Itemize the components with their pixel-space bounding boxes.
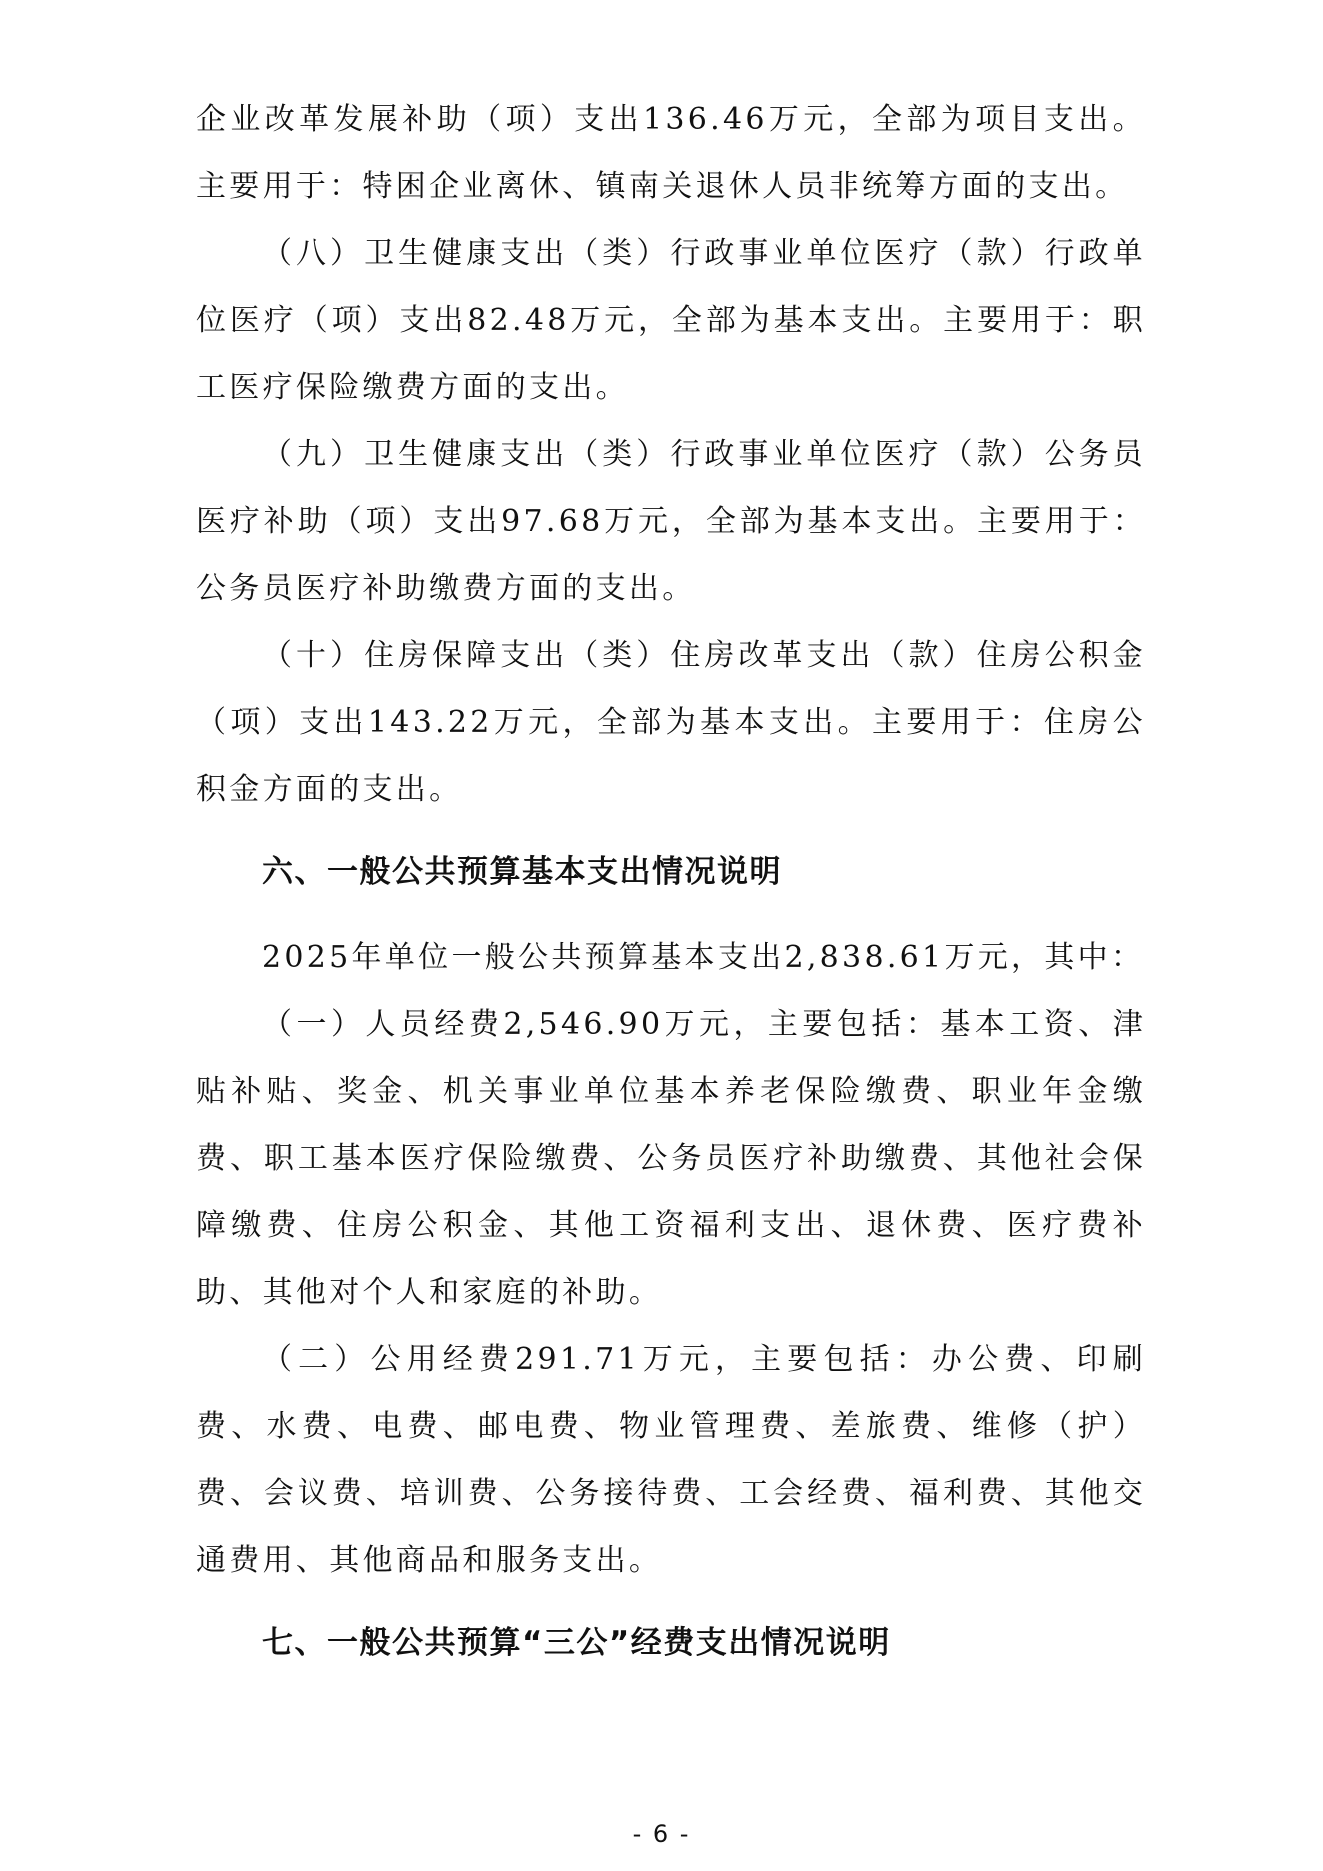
paragraph-item-10-housing-fund: （十）住房保障支出（类）住房改革支出（款）住房公积金（项）支出143.22万元，全部为基本支出。主要用于：住房公积金方面的支出。 xyxy=(196,638,1146,807)
paragraph-enterprise-reform-subsidy: 企业改革发展补助（项）支出136.46万元，全部为项目支出。主要用于：特困企业离休、镇南关退休人员非统筹方面的支出。 xyxy=(196,102,1146,204)
section-6-public-expenses: （二）公用经费291.71万元，主要包括：办公费、印刷费、水费、电费、邮电费、物业管理费、差旅费、维修（护）费、会议费、培训费、公务接待费、工会经费、福利费、其他交通费用、其他商品和服务支出。 xyxy=(196,1342,1146,1578)
paragraph-item-9-civil-servant-medical: （九）卫生健康支出（类）行政事业单位医疗（款）公务员医疗补助（项）支出97.68万元，全部为基本支出。主要用于：公务员医疗补助缴费方面的支出。 xyxy=(196,437,1146,606)
document-body xyxy=(196,86,1146,1677)
section-6-intro: 2025年单位一般公共预算基本支出2,838.61万元，其中： xyxy=(262,940,1145,975)
section-6-heading: 六、一般公共预算基本支出情况说明 xyxy=(262,854,782,890)
page-number: - 6 - xyxy=(632,1820,691,1848)
section-7-heading: 七、一般公共预算“三公”经费支出情况说明 xyxy=(262,1625,891,1661)
paragraph-item-8-admin-medical: （八）卫生健康支出（类）行政事业单位医疗（款）行政单位医疗（项）支出82.48万元，全部为基本支出。主要用于：职工医疗保险缴费方面的支出。 xyxy=(196,236,1146,405)
section-6-personnel-expenses: （一）人员经费2,546.90万元，主要包括：基本工资、津贴补贴、奖金、机关事业单位基本养老保险缴费、职业年金缴费、职工基本医疗保险缴费、公务员医疗补助缴费、其他社会保障缴费、住房公积金、其他工资福利支出、退休费、医疗费补助、其他对个人和家庭的补助。 xyxy=(196,1007,1146,1310)
